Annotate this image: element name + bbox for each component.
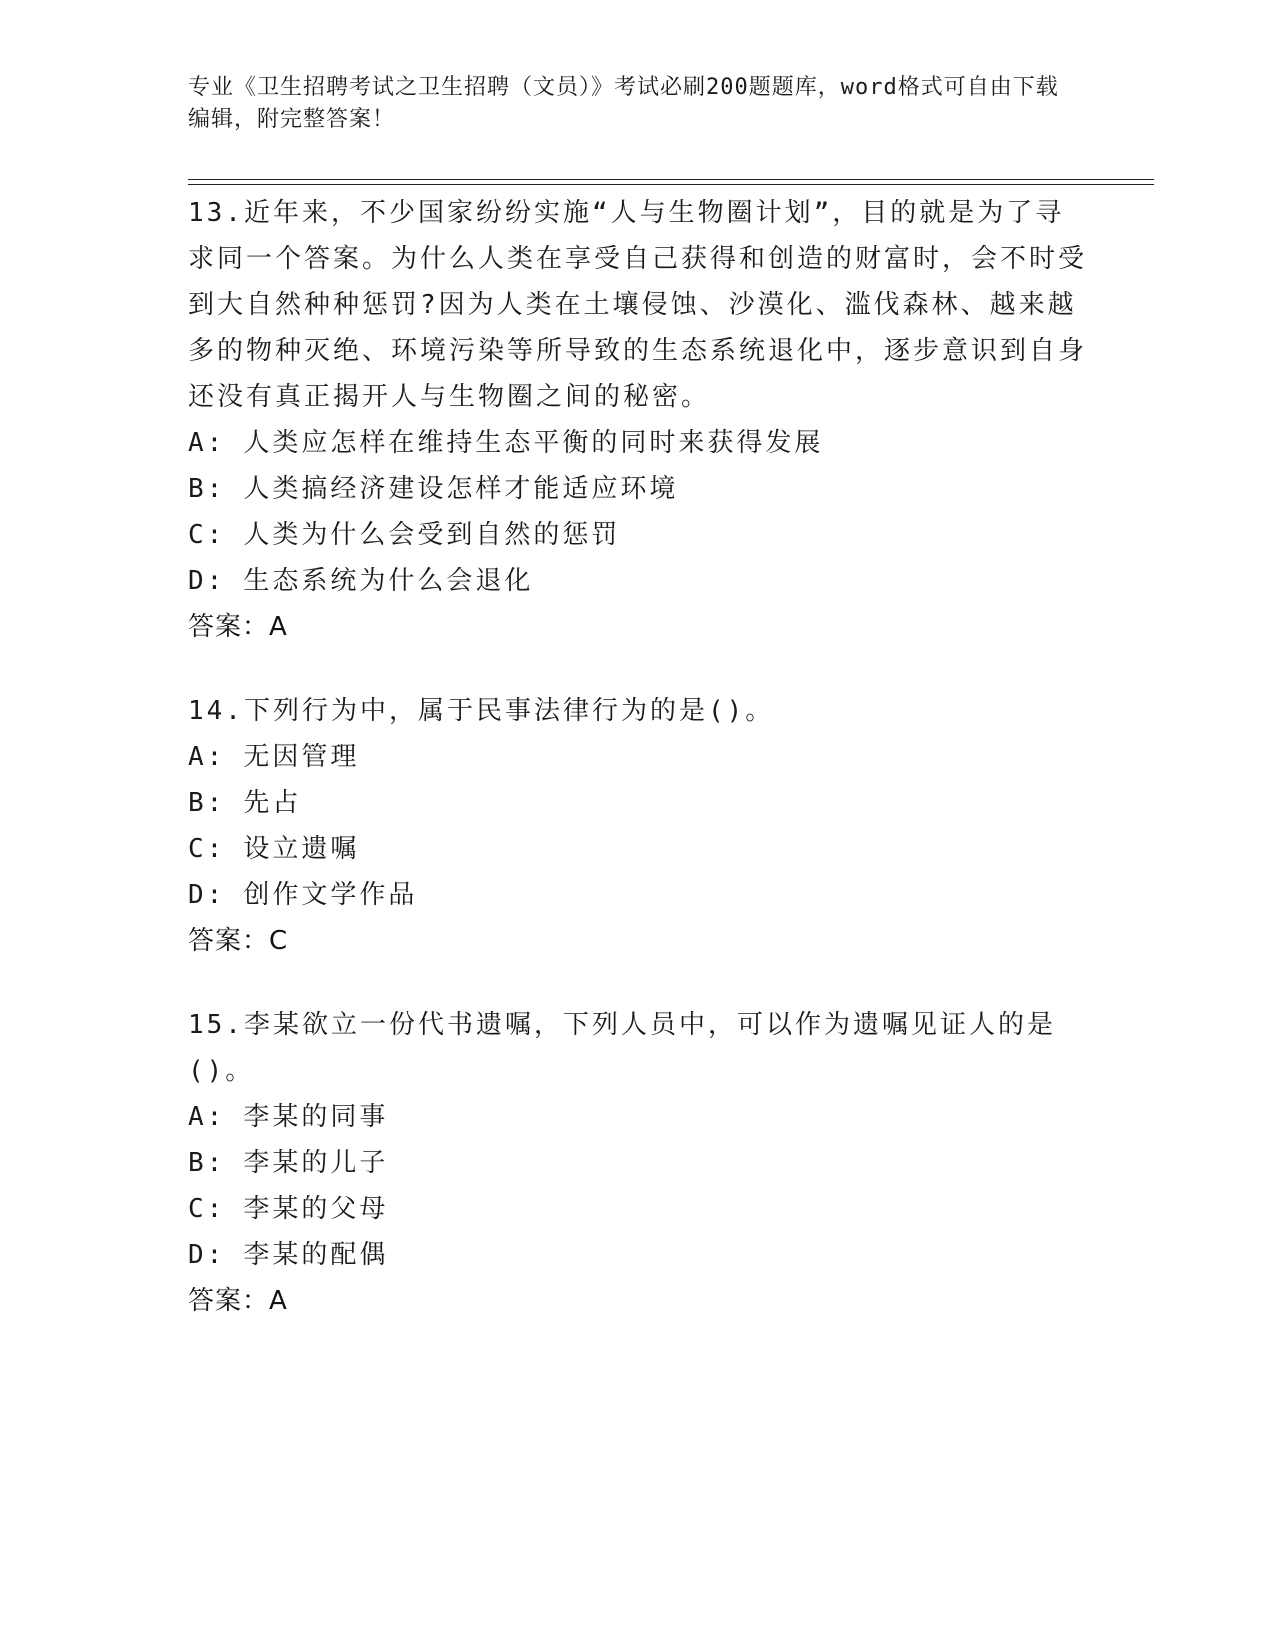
question-stem: 13.近年来，不少国家纷纷实施“人与生物圈计划”，目的就是为了寻求同一个答案。为什么人类在享受自己获得和创造的财富时，会不时受到大自然种种惩罚?因为人类在土壤侵蚀、沙漠化、滥伐森林、越来越多的物种灭绝、环境污染等所导致的生态系统退化中，逐步意识到自身还没有真正揭开人与生物圈之间的秘密。 — [188, 198, 1088, 412]
option-text: 人类应怎样在维持生态平衡的同时来获得发展 — [243, 428, 824, 458]
question-15 — [188, 1002, 1088, 1324]
option-letter: C: — [188, 834, 226, 864]
answer-label: 答案：C — [188, 926, 289, 956]
option-c — [188, 1186, 1088, 1232]
option-a — [188, 420, 1088, 466]
option-letter: A: — [188, 742, 226, 772]
option-d — [188, 1232, 1088, 1278]
option-text: 李某的配偶 — [243, 1240, 389, 1270]
option-letter: B: — [188, 1148, 226, 1178]
header-rule-top — [188, 179, 1154, 180]
option-letter: C: — [188, 1194, 226, 1224]
question-stem: 15.李某欲立一份代书遗嘱，下列人员中，可以作为遗嘱见证人的是()。 — [188, 1010, 1056, 1086]
question-stem: 14.下列行为中，属于民事法律行为的是()。 — [188, 696, 775, 726]
option-text: 生态系统为什么会退化 — [243, 566, 534, 596]
option-d — [188, 558, 1088, 604]
option-c — [188, 826, 1088, 872]
option-text: 先占 — [243, 788, 302, 818]
option-text: 李某的父母 — [243, 1194, 389, 1224]
answer-label: 答案：A — [188, 612, 288, 642]
answer-label: 答案：A — [188, 1286, 288, 1316]
document-header: 专业《卫生招聘考试之卫生招聘（文员）》考试必刷200题题库，word格式可自由下载编辑，附完整答案！ — [188, 75, 1059, 132]
option-b — [188, 1140, 1088, 1186]
option-c — [188, 512, 1088, 558]
question-list — [188, 190, 1088, 1362]
option-letter: D: — [188, 880, 226, 910]
option-a — [188, 734, 1088, 780]
option-text: 创作文学作品 — [243, 880, 418, 910]
option-text: 李某的同事 — [243, 1102, 389, 1132]
option-b — [188, 780, 1088, 826]
option-letter: A: — [188, 1102, 226, 1132]
option-letter: C: — [188, 520, 226, 550]
option-d — [188, 872, 1088, 918]
header-rule-bottom — [188, 184, 1154, 185]
question-13 — [188, 190, 1088, 650]
option-text: 人类搞经济建设怎样才能适应环境 — [243, 474, 679, 504]
option-b — [188, 466, 1088, 512]
question-14 — [188, 688, 1088, 964]
option-letter: D: — [188, 566, 226, 596]
option-text: 人类为什么会受到自然的惩罚 — [243, 520, 621, 550]
option-letter: B: — [188, 788, 226, 818]
option-text: 李某的儿子 — [243, 1148, 389, 1178]
option-letter: B: — [188, 474, 226, 504]
option-letter: D: — [188, 1240, 226, 1270]
option-letter: A: — [188, 428, 226, 458]
option-a — [188, 1094, 1088, 1140]
option-text: 无因管理 — [243, 742, 360, 772]
option-text: 设立遗嘱 — [243, 834, 360, 864]
